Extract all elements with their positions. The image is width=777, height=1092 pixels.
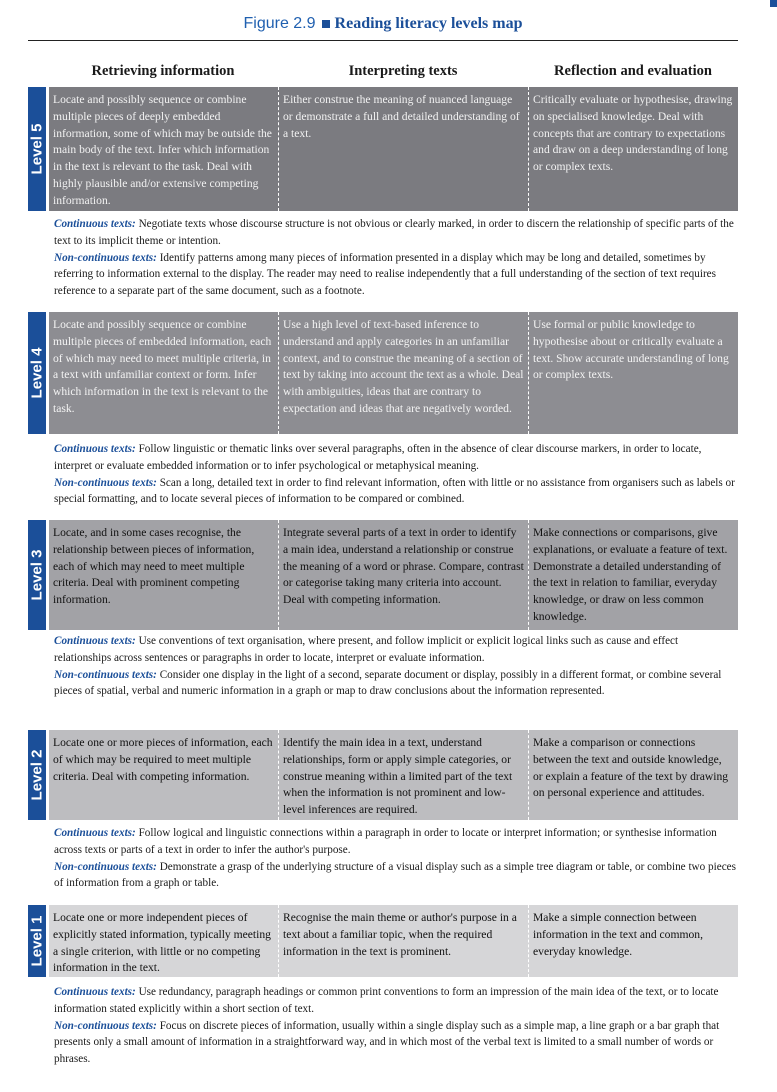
- interpreting-cell: Integrate several parts of a text in order to identify a main idea, understand a relationship or construe the meaning of a word or phrase. Compare, contrast or categorise taking many criteria into account. Deal with competing information.: [278, 520, 528, 630]
- non-continuous-note: [54, 667, 738, 701]
- figure-title: [28, 14, 738, 34]
- continuous-text: Negotiate texts whose discourse structure is not obvious or clearly marked, in order to discern the relationship of specific parts of the text to its implicit theme or intention.: [54, 218, 734, 247]
- non-continuous-text: Identify patterns among many pieces of information presented in a display which may be long and detailed, sometimes by referring to information external to the display. The reader may need to realise independently that a full understanding of the section of text requires reference to a separate part of the same document, such as a footnote.: [54, 251, 717, 298]
- non-continuous-label: Non-continuous texts:: [54, 251, 157, 264]
- continuous-note: [54, 216, 738, 250]
- reflection-cell: Make a simple connection between information in the text and common, everyday knowledge.: [528, 905, 738, 977]
- non-continuous-label: Non-continuous texts:: [54, 668, 157, 681]
- retrieving-cell: Locate and possibly sequence or combine multiple pieces of deeply embedded information, some of which may be outside the main body of the text. Infer which information in the text is relevant to the task. Deal with highly plausible and/or extensive competing information.: [49, 87, 278, 211]
- figure-number: Figure 2.9: [243, 15, 316, 32]
- non-continuous-note: [54, 250, 738, 300]
- non-continuous-text: Demonstrate a grasp of the underlying structure of a visual display such as a simple tree diagram or table, or combine two pieces of information from a graph or table.: [54, 860, 736, 890]
- level-4-notes: [54, 441, 738, 508]
- continuous-label: Continuous texts:: [54, 827, 136, 839]
- continuous-label: Continuous texts:: [54, 443, 136, 455]
- non-continuous-label: Non-continuous texts:: [54, 476, 157, 489]
- level-5-notes: [54, 216, 738, 300]
- non-continuous-note: [54, 475, 738, 509]
- level-row: [49, 520, 738, 630]
- column-header-retrieving: Retrieving information: [91, 63, 235, 79]
- non-continuous-note: [54, 1018, 738, 1068]
- non-continuous-text: Focus on discrete pieces of information, usually within a single display such as a simple map, a line graph or a bar graph that presents only a small amount of information in a straightforward way, and in which most of the verbal text is limited to a small number of words or phrases.: [54, 1019, 720, 1066]
- continuous-text: Follow linguistic or thematic links over several paragraphs, often in the absence of clear discourse markers, in order to locate, interpret or evaluate embedded information or to infer psychological or metaphysical meaning.: [54, 443, 702, 472]
- level-row: [49, 312, 738, 434]
- level-2-notes: [54, 825, 738, 892]
- level-label: Level 4: [28, 347, 46, 399]
- level-row: [49, 730, 738, 820]
- non-continuous-label: Non-continuous texts:: [54, 860, 157, 873]
- column-headers: [28, 42, 738, 84]
- retrieving-cell: Locate, and in some cases recognise, the relationship between pieces of information, each of which may need to meet multiple criteria. Deal with prominent competing information.: [49, 520, 278, 630]
- column-header-interpreting: Interpreting texts: [348, 63, 458, 79]
- non-continuous-text: Consider one display in the light of a second, separate document or display, possibly in a different format, or combine several pieces of spatial, verbal and numeric information in a graph or map to draw conclusions about the information represented.: [54, 668, 722, 698]
- continuous-label: Continuous texts:: [54, 986, 136, 998]
- level-tab: [28, 905, 46, 977]
- level-label: Level 5: [28, 123, 46, 175]
- level-label: Level 2: [28, 749, 46, 801]
- non-continuous-note: [54, 859, 738, 893]
- non-continuous-text: Scan a long, detailed text in order to find relevant information, often with little or no assistance from organisers such as labels or special formatting, and to locate several pieces of information to be compared or combined.: [54, 476, 735, 506]
- interpreting-cell: Either construe the meaning of nuanced language or demonstrate a full and detailed understanding of a text.: [278, 87, 528, 211]
- interpreting-cell: Identify the main idea in a text, understand relationships, form or apply simple categories, or construe meaning within a limited part of the text when the information is not prominent and low-level inferences are required.: [278, 730, 528, 820]
- figure-label: Reading literacy levels map: [334, 15, 523, 32]
- level-1-notes: [54, 984, 738, 1068]
- level-label: Level 1: [28, 915, 46, 967]
- level-tab: [28, 312, 46, 434]
- continuous-note: [54, 633, 738, 667]
- header-rule: [28, 40, 738, 41]
- column-header-reflection: Reflection and evaluation: [554, 63, 712, 79]
- level-row: [49, 87, 738, 211]
- level-tab: [28, 520, 46, 630]
- reflection-cell: Use formal or public knowledge to hypothesise about or critically evaluate a text. Show accurate understanding of long or complex texts.: [528, 312, 738, 434]
- reflection-cell: Critically evaluate or hypothesise, drawing on specialised knowledge. Deal with concepts that are contrary to expectations and draw on a deep understanding of long or complex texts.: [528, 87, 738, 211]
- non-continuous-label: Non-continuous texts:: [54, 1019, 157, 1032]
- interpreting-cell: Recognise the main theme or author's purpose in a text about a familiar topic, when the required information in the text is prominent.: [278, 905, 528, 977]
- level-3-notes: [54, 633, 738, 700]
- continuous-label: Continuous texts:: [54, 218, 136, 230]
- level-tab: [28, 87, 46, 211]
- square-bullet-icon: [322, 20, 330, 28]
- continuous-note: [54, 441, 738, 475]
- level-label: Level 3: [28, 549, 46, 601]
- retrieving-cell: Locate one or more pieces of information, each of which may be required to meet multiple criteria. Deal with competing information.: [49, 730, 278, 820]
- level-tab: [28, 730, 46, 820]
- reflection-cell: Make a comparison or connections between the text and outside knowledge, or explain a feature of the text by drawing on personal experience and attitudes.: [528, 730, 738, 820]
- continuous-text: Follow logical and linguistic connections within a paragraph in order to locate or interpret information; or synthesise information across texts or parts of a text in order to infer the author's purpose.: [54, 827, 717, 856]
- interpreting-cell: Use a high level of text-based inference to understand and apply categories in an unfamiliar context, and to construe the meaning of a section of text by taking into account the text as a whole. Deal with ambiguities, ideas that are contrary to expectation and ideas that are negatively worded.: [278, 312, 528, 434]
- continuous-label: Continuous texts:: [54, 635, 136, 647]
- reflection-cell: Make connections or comparisons, give explanations, or evaluate a feature of text. Demonstrate a detailed understanding of the text in relation to familiar, everyday knowledge, or draw on less common knowledge.: [528, 520, 738, 630]
- continuous-note: [54, 984, 738, 1018]
- retrieving-cell: Locate and possibly sequence or combine multiple pieces of embedded information, each of which may need to meet multiple criteria, in a text with unfamiliar context or form. Infer which information in the text is relevant to the task.: [49, 312, 278, 434]
- page-edge-marker: [770, 0, 777, 7]
- continuous-text: Use redundancy, paragraph headings or common print conventions to form an impression of the main idea of the text, or to locate information stated explicitly within a short section of text.: [54, 986, 719, 1015]
- continuous-text: Use conventions of text organisation, where present, and follow implicit or explicit logical links such as cause and effect relationships across sentences or paragraphs in order to locate, interpret or evaluate information.: [54, 635, 679, 664]
- retrieving-cell: Locate one or more independent pieces of explicitly stated information, typically meeting a single criterion, with little or no competing information in the text.: [49, 905, 278, 977]
- continuous-note: [54, 825, 738, 859]
- level-row: [49, 905, 738, 977]
